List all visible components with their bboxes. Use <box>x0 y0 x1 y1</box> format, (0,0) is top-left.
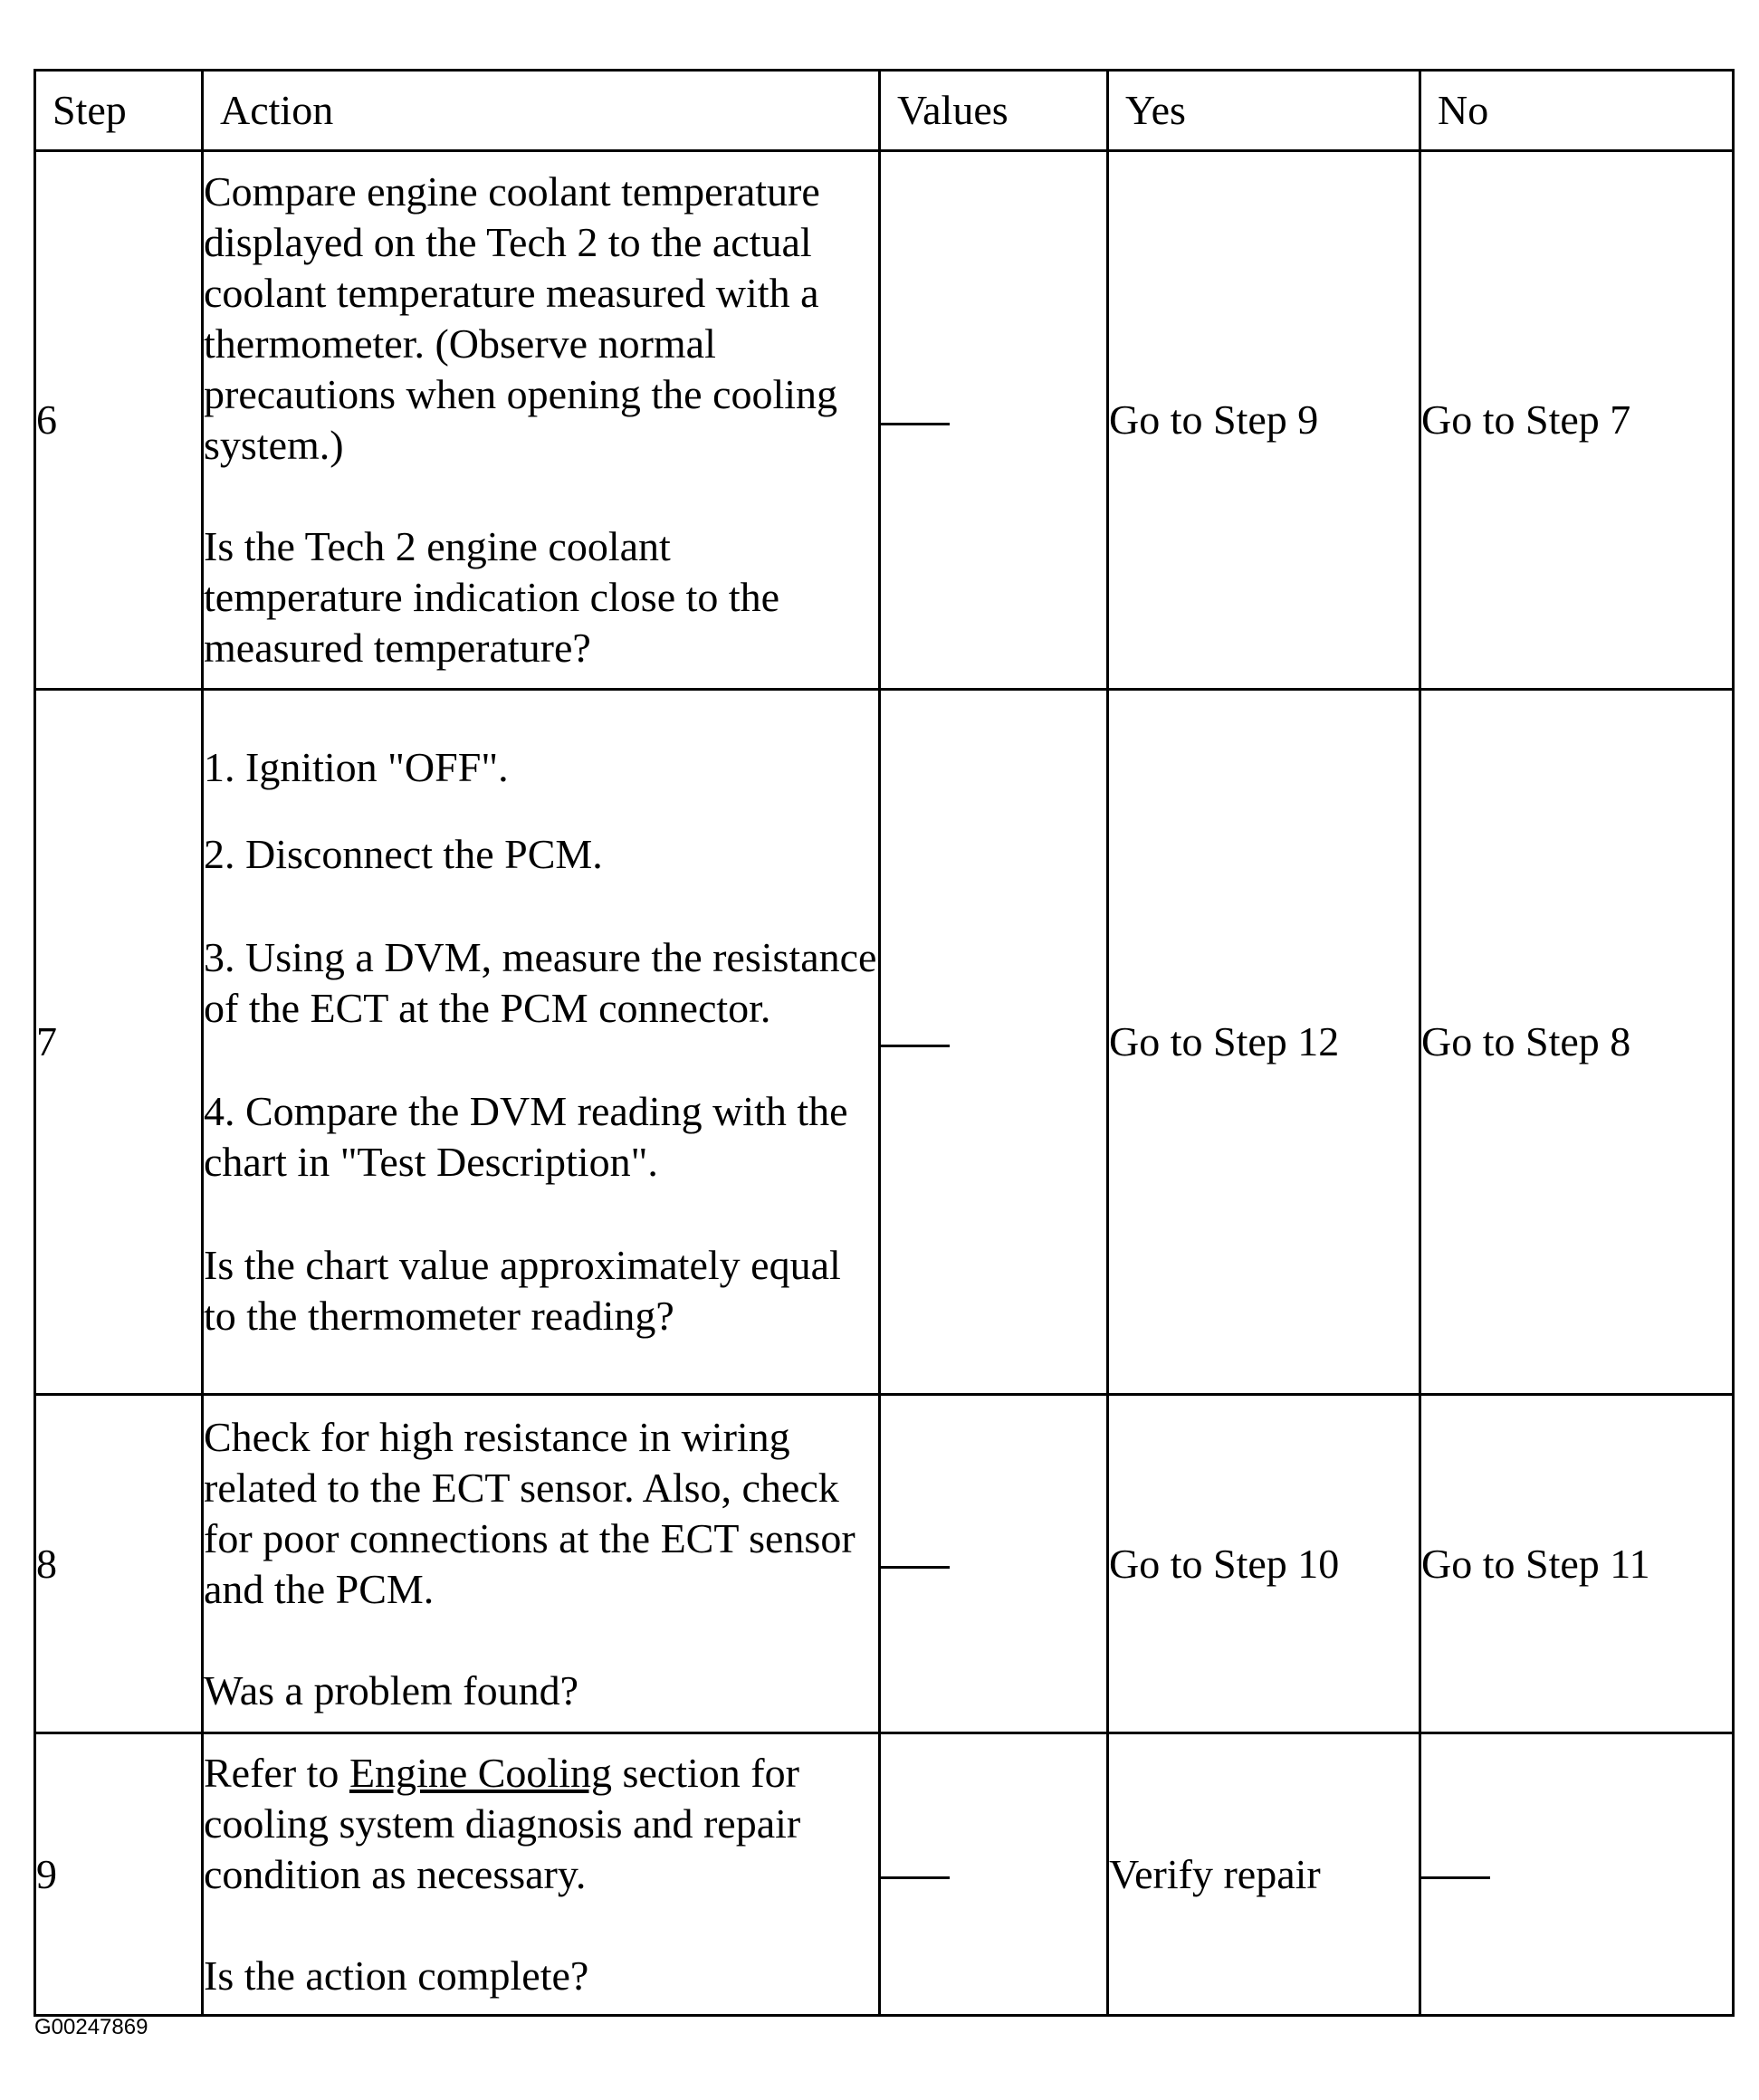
values-dash <box>881 1566 950 1569</box>
action-step-1: 1. Ignition "OFF". <box>204 744 509 790</box>
action-cell <box>203 1395 880 1733</box>
no-cell: Go to Step 7 <box>1420 151 1734 690</box>
values-cell <box>880 1733 1108 2016</box>
header-no: No <box>1420 71 1734 151</box>
yes-cell: Go to Step 9 <box>1108 151 1420 690</box>
header-action: Action <box>203 71 880 151</box>
yes-cell: Go to Step 10 <box>1108 1395 1420 1733</box>
action-text: Compare engine coolant temperature displayed on the Tech 2 to the actual coolant temperature measured with a thermometer. (Observe normal precautions when opening the cooling system.) <box>204 168 838 468</box>
action-text: Check for high resistance in wiring related to the ECT sensor. Also, check for poor connections at the ECT sensor and the PCM. <box>204 1413 856 1612</box>
no-cell: Go to Step 11 <box>1420 1395 1734 1733</box>
header-values: Values <box>880 71 1108 151</box>
yes-cell: Go to Step 12 <box>1108 690 1420 1395</box>
table-row <box>35 151 1734 690</box>
step-number: 7 <box>35 690 203 1395</box>
table-header-row <box>35 71 1734 151</box>
step-number: 9 <box>35 1733 203 2016</box>
values-cell <box>880 151 1108 690</box>
no-dash <box>1421 1876 1490 1879</box>
action-step-3: 3. Using a DVM, measure the resistance of the ECT at the PCM connector. <box>204 934 877 1031</box>
table-row <box>35 1395 1734 1733</box>
action-question: Is the chart value approximately equal to the thermometer reading? <box>204 1242 841 1339</box>
diagnostic-table <box>33 69 1735 2017</box>
values-cell <box>880 1395 1108 1733</box>
yes-cell: Verify repair <box>1108 1733 1420 2016</box>
table-row <box>35 1733 1734 2016</box>
figure-id: G00247869 <box>34 2015 148 2039</box>
step-number: 6 <box>35 151 203 690</box>
header-step: Step <box>35 71 203 151</box>
action-question: Is the Tech 2 engine coolant temperature indication close to the measured temperature? <box>204 523 780 671</box>
action-step-4: 4. Compare the DVM reading with the chart in "Test Description". <box>204 1088 848 1185</box>
action-text: Refer to Engine Cooling section for cooling system diagnosis and repair condition as necessary. <box>204 1749 801 1897</box>
action-cell <box>203 1733 880 2016</box>
table-row <box>35 690 1734 1395</box>
action-cell <box>203 690 880 1395</box>
values-dash <box>881 423 950 425</box>
values-dash <box>881 1045 950 1047</box>
header-yes: Yes <box>1108 71 1420 151</box>
action-cell <box>203 151 880 690</box>
no-cell <box>1420 1733 1734 2016</box>
no-cell: Go to Step 8 <box>1420 690 1734 1395</box>
action-question: Was a problem found? <box>204 1666 578 1713</box>
engine-cooling-link[interactable]: Engine Cooling <box>349 1749 612 1796</box>
action-question: Is the action complete? <box>204 1952 589 1999</box>
values-dash <box>881 1876 950 1879</box>
step-number: 8 <box>35 1395 203 1733</box>
action-step-2: 2. Disconnect the PCM. <box>204 831 603 877</box>
values-cell <box>880 690 1108 1395</box>
